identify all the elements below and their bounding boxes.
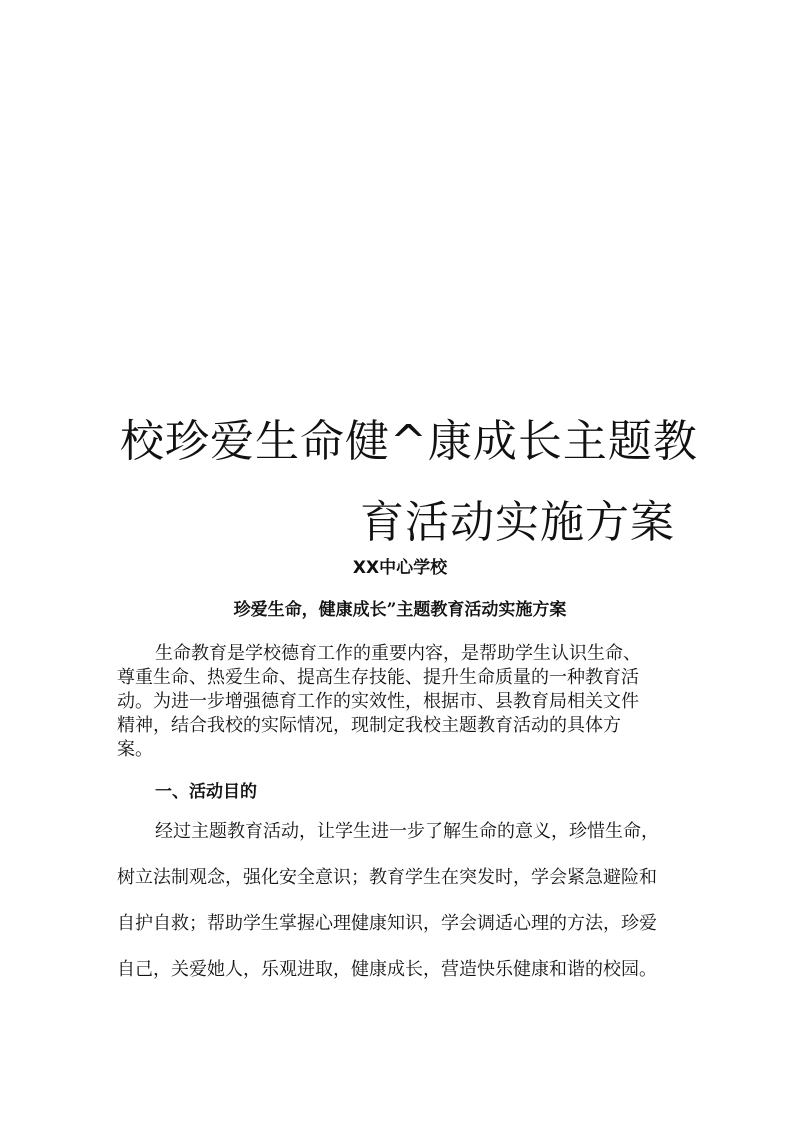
intro-paragraph bbox=[117, 642, 687, 762]
purpose-line: 自己，关爱她人，乐观进取，健康成长，营造快乐健康和谐的校园。 bbox=[117, 959, 657, 980]
school-name: XX中心学校 bbox=[352, 558, 448, 578]
purpose-line: 树立法制观念，强化安全意识；教育学生在突发时，学会紧急避险和 bbox=[117, 867, 657, 888]
document-title-line-2: 育活动实施方案 bbox=[360, 497, 675, 548]
purpose-line: 自护自救；帮助学生掌握心理健康知识，学会调适心理的方法，珍爱 bbox=[117, 913, 657, 934]
document-title-line-1: 校珍爱生命健^康成长主题教 bbox=[120, 416, 698, 467]
intro-line: 动。为进一步增强德育工作的实效性，根据市、县教育局相关文件 bbox=[117, 691, 639, 712]
intro-line: 案。 bbox=[117, 739, 153, 760]
document-subtitle: 珍爱生命，健康成长”主题教育活动实施方案 bbox=[233, 600, 567, 620]
purpose-paragraph bbox=[117, 820, 697, 1004]
intro-line: 尊重生命、热爱生命、提高生存技能、提升生命质量的一种教育活 bbox=[117, 667, 639, 688]
purpose-line: 经过主题教育活动，让学生进一步了解生命的意义，珍惜生命， bbox=[155, 821, 659, 842]
intro-line: 生命教育是学校德育工作的重要内容，是帮助学生认识生命、 bbox=[155, 643, 641, 664]
section-heading-purpose: 一、活动目的 bbox=[155, 782, 257, 802]
intro-line: 精神，结合我校的实际情况，现制定我校主题教育活动的具体方 bbox=[117, 715, 621, 736]
